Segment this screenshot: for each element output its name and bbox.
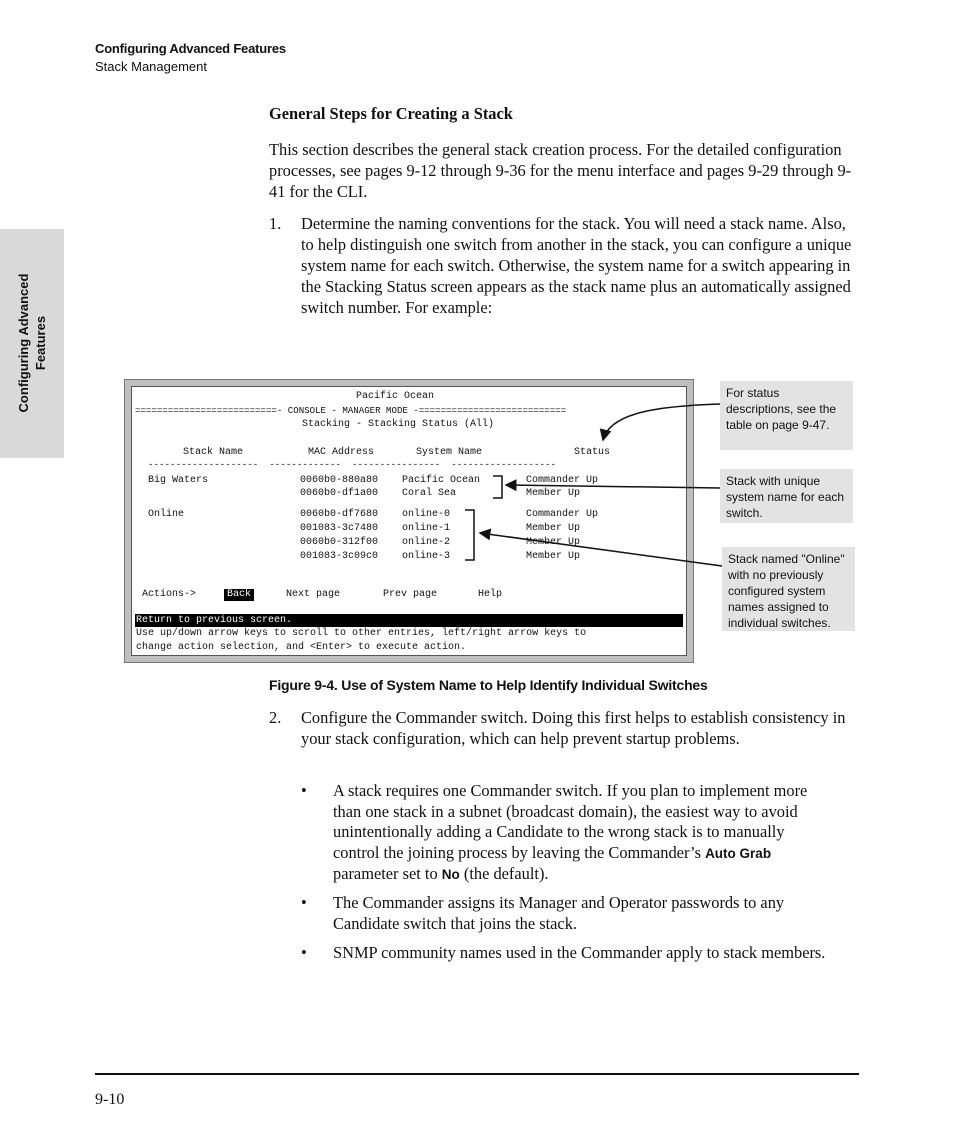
cell-system-name: Pacific Ocean (402, 475, 481, 486)
cell-system-name: Coral Sea (402, 488, 457, 499)
intro-paragraph: This section describes the general stack creation process. For the detailed configuration processes, see pages 9-12 through 9-36 for the menu interface and pages 9-29 through 9-41 for the CLI. (269, 140, 852, 201)
column-header-status: Status (574, 447, 611, 458)
cell-mac-address: 001083-3c7480 (300, 523, 379, 534)
bullet-dot: • (301, 893, 307, 912)
screen-subtitle: Stacking - Stacking Status (All) (302, 419, 495, 430)
bullet-text-part: (the default). (459, 864, 549, 883)
arrow-to-big-waters (506, 485, 720, 488)
actions-label: Actions-> (142, 589, 197, 600)
action-next-page-button[interactable]: Next page (286, 589, 341, 600)
bullet-text: The Commander assigns its Manager and Operator passwords to any Candidate switch that joins the stack. (333, 893, 785, 933)
cell-status: Member Up (526, 551, 581, 562)
step-text: Determine the naming conventions for the stack. You will need a stack name. Also, to help distinguish one switch from another in the stack, you can configure a unique system name for each switch. Otherwise, the system name for a switch appearing in the Stacking Status screen appears as the stack name plus an automatically assigned switch number. For example: (301, 214, 852, 317)
keyword-auto-grab: Auto Grab (705, 845, 772, 861)
cell-status: Member Up (526, 537, 581, 548)
side-tab-line-2: Features (33, 315, 48, 371)
step-number: 2. (269, 708, 282, 727)
column-header-stack-name: Stack Name (183, 447, 244, 458)
cell-mac-address: 0060b0-312f00 (300, 537, 379, 548)
bullet-dot: • (301, 781, 307, 800)
cell-status: Commander Up (526, 475, 599, 486)
cell-system-name: online-0 (402, 509, 451, 520)
arrow-to-status-column (603, 404, 720, 440)
page-number: 9-10 (95, 1091, 125, 1108)
help-line-1: Use up/down arrow keys to scroll to other entries, left/right arrow keys to (136, 628, 587, 639)
bullet-text-part: parameter set to (333, 864, 442, 883)
action-help-button[interactable]: Help (478, 589, 503, 600)
screen-title: Pacific Ocean (356, 391, 435, 402)
column-header-mac-address: MAC Address (308, 447, 375, 458)
bullet-text: SNMP community names used in the Commander apply to stack members. (333, 943, 826, 962)
figure-caption: Figure 9-4. Use of System Name to Help Identify Individual Switches (269, 677, 708, 693)
running-header-subtitle: Stack Management (95, 59, 208, 74)
callout-online-stack: Stack named "Online" with no previously configured system names assigned to individual switches. (722, 547, 855, 631)
bracket-big-waters (493, 476, 502, 498)
section-heading: General Steps for Creating a Stack (269, 104, 513, 123)
callout-status-descriptions: For status descriptions, see the table on page 9-47. (720, 381, 853, 450)
bracket-online (465, 510, 474, 560)
step-number: 1. (269, 214, 282, 233)
help-line-2: change action selection, and <Enter> to execute action. (136, 642, 467, 653)
arrow-to-online (480, 533, 722, 566)
cell-status: Commander Up (526, 509, 599, 520)
running-header-title: Configuring Advanced Features (95, 41, 286, 56)
step-text: Configure the Commander switch. Doing this first helps to establish consistency in your stack configuration, which can help prevent startup problems. (301, 708, 846, 748)
bullet-dot: • (301, 943, 307, 962)
bullet-text-part: A stack requires one Commander switch. If you plan to implement more than one stack in a subnet (broadcast domain), the easiest way to avoid unintentionally adding a Candidate to the wrong stack is to manually control the joining process by leaving the Commander’s (333, 781, 808, 862)
cell-mac-address: 001083-3c09c0 (300, 551, 379, 562)
cell-system-name: online-1 (402, 523, 451, 534)
action-prev-page-button[interactable]: Prev page (383, 589, 438, 600)
side-tab-line-1: Configuring Advanced (16, 273, 31, 413)
cell-system-name: online-2 (402, 537, 451, 548)
column-header-system-name: System Name (416, 447, 483, 458)
cell-stack-name: Online (148, 509, 185, 520)
keyword-no: No (441, 867, 460, 882)
cell-stack-name: Big Waters (148, 475, 209, 486)
callout-unique-system-name: Stack with unique system name for each switch. (720, 469, 853, 523)
cell-status: Member Up (526, 488, 581, 499)
cell-mac-address: 0060b0-df7680 (300, 509, 379, 520)
screen-mode-line: ==========================- CONSOLE - MANAGER MODE -=========================== (135, 405, 567, 416)
cell-mac-address: 0060b0-880a80 (300, 475, 379, 486)
bullet-text (333, 781, 831, 886)
cell-system-name: online-3 (402, 551, 451, 562)
column-header-underline: -------------------- ------------- ---------------- ------------------- (148, 459, 556, 470)
cell-mac-address: 0060b0-df1a00 (300, 488, 379, 499)
footer-rule (95, 1073, 859, 1075)
status-line: Return to previous screen. (136, 615, 293, 626)
action-back-button[interactable]: Back (224, 589, 254, 601)
cell-status: Member Up (526, 523, 581, 534)
